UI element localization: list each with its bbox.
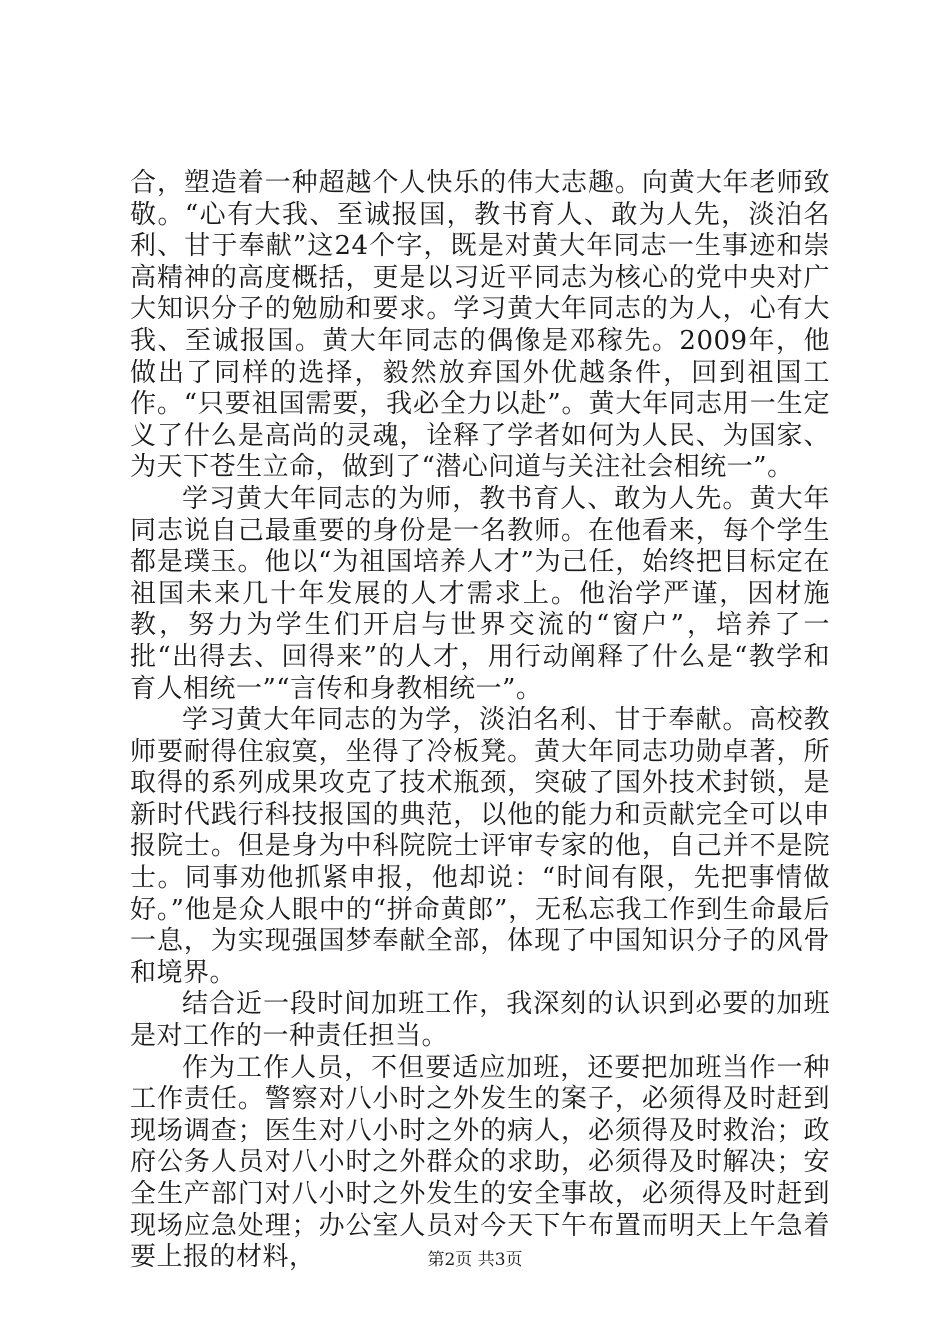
document-body <box>130 168 830 1274</box>
paragraph-2: 学习黄大年同志的为师，教书育人、敢为人先。黄大年同志说自己最重要的身份是一名教师。在他看来，每个学生都是璞玉。他以“为祖国培养人才”为己任，始终把目标定在祖国未来几十年发展的人才需求上。他治学严谨，因材施教，努力为学生们开启与世界交流的“窗户”，培养了一批“出得去、回得来”的人才，用行动阐释了什么是“教学和育人相统一”“言传和身教相统一”。 <box>130 483 830 704</box>
page-number-footer: 第2页 共3页 <box>427 1250 523 1270</box>
paragraph-4: 结合近一段时间加班工作，我深刻的认识到必要的加班是对工作的一种责任担当。 <box>130 989 830 1052</box>
paragraph-3: 学习黄大年同志的为学，淡泊名利、甘于奉献。高校教师要耐得住寂寞，坐得了冷板凳。黄大年同志功勋卓著，所取得的系列成果攻克了技术瓶颈，突破了国外技术封锁，是新时代践行科技报国的典范，以他的能力和贡献完全可以申报院士。但是身为中科院院士评审专家的他，自己并不是院士。同事劝他抓紧申报，他却说：“时间有限，先把事情做好。”他是众人眼中的“拼命黄郎”，无私忘我工作到生命最后一息，为实现强国梦奉献全部，体现了中国知识分子的风骨和境界。 <box>130 705 830 988</box>
paragraph-5: 作为工作人员，不但要适应加班，还要把加班当作一种工作责任。警察对八小时之外发生的案子，必须得及时赶到现场调查；医生对八小时之外的病人，必须得及时救治；政府公务人员对八小时之外群众的求助，必须得及时解决；安全生产部门对八小时之外发生的安全事故，必须得及时赶到现场应急处理；办公室人员对今天下午布置而明天上午急着要上报的材料， <box>130 1052 830 1273</box>
paragraph-1: 合，塑造着一种超越个人快乐的伟大志趣。向黄大年老师致敬。“心有大我、至诚报国，教书育人、敢为人先，淡泊名利、甘于奉献”这24个字，既是对黄大年同志一生事迹和崇高精神的高度概括，更是以习近平同志为核心的党中央对广大知识分子的勉励和要求。学习黄大年同志的为人，心有大我、至诚报国。黄大年同志的偶像是邓稼先。2009年，他做出了同样的选择，毅然放弃国外优越条件，回到祖国工作。“只要祖国需要，我必全力以赴”。黄大年同志用一生定义了什么是高尚的灵魂，诠释了学者如何为人民、为国家、为天下苍生立命，做到了“潜心问道与关注社会相统一”。 <box>130 168 830 483</box>
